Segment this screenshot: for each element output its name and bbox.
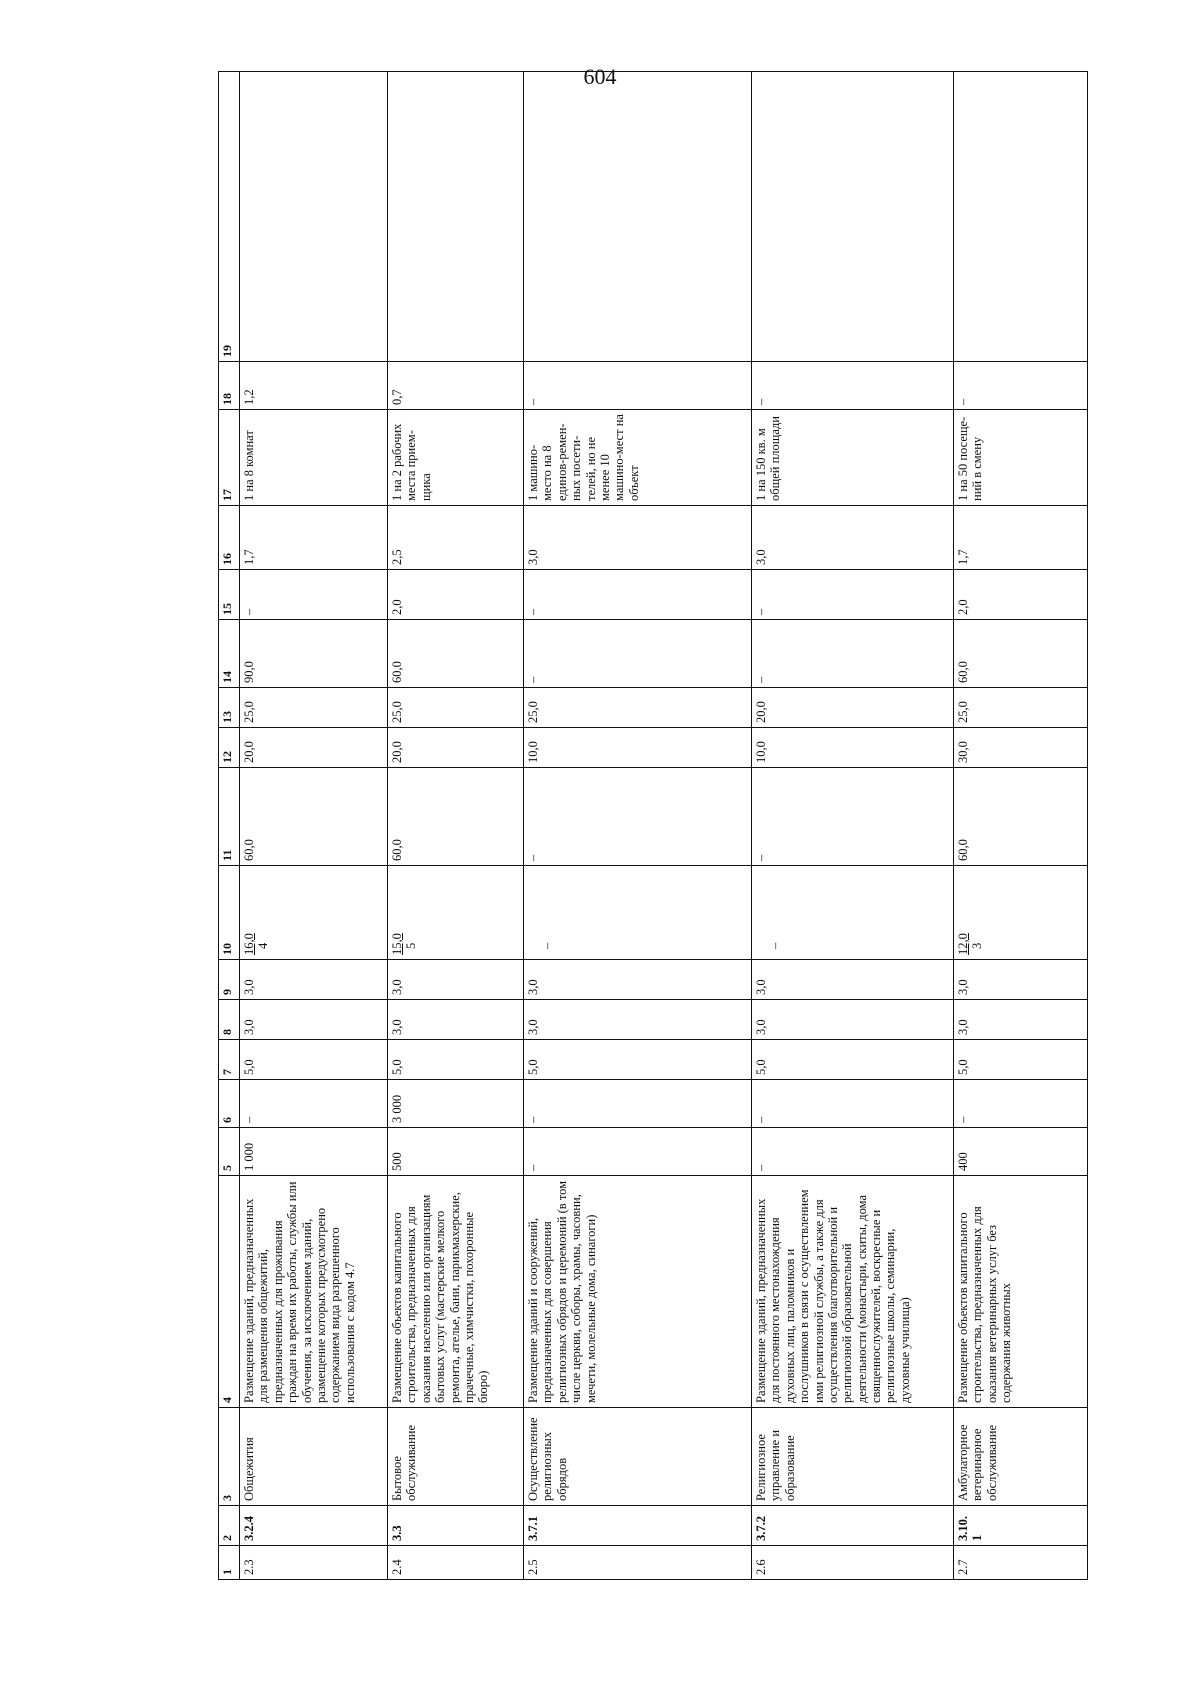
cell-c9: 3,0 <box>954 960 1088 1000</box>
cell-c2: 3.3 <box>388 1506 524 1546</box>
fraction-denominator: 4 <box>256 942 271 949</box>
cell-c10 <box>752 866 954 960</box>
cell-c5: – <box>752 1128 954 1176</box>
column-header-2: 2 <box>219 1506 240 1546</box>
cell-c15: – <box>524 570 752 620</box>
cell-c16: 1,7 <box>240 506 388 570</box>
rotated-table-container <box>218 132 1088 1580</box>
cell-c3: Осуществление религиозных обрядов <box>524 1408 752 1506</box>
cell-c17: 1 на 50 посеще-ний в смену <box>954 410 1088 506</box>
column-header-16: 16 <box>219 506 240 570</box>
column-header-5: 5 <box>219 1128 240 1176</box>
column-header-19: 19 <box>219 72 240 362</box>
table-row <box>524 72 752 1580</box>
cell-c19 <box>752 72 954 362</box>
cell-c11: – <box>524 768 752 866</box>
cell-c15: 2,0 <box>388 570 524 620</box>
cell-c9: 3,0 <box>388 960 524 1000</box>
cell-c5: 400 <box>954 1128 1088 1176</box>
cell-c3: Общежития <box>240 1408 388 1506</box>
cell-c4: Размещение зданий и сооружений, предназначенных для совершения религиозных обрядов и церемоний (в том числе церкви, соборы, храмы, часовни, мечети, молельные дома, синагоги) <box>524 1176 752 1408</box>
fraction-denominator: 3 <box>970 942 985 949</box>
cell-c10 <box>388 866 524 960</box>
cell-c18: – <box>752 362 954 410</box>
cell-c6: – <box>240 1080 388 1128</box>
column-header-4: 4 <box>219 1176 240 1408</box>
cell-c17: 1 машино-место на 8 единов-ремен-ных посети-телей, но не менее 10 машино-мест на объект <box>524 410 752 506</box>
cell-c7: 5,0 <box>752 1040 954 1080</box>
column-header-3: 3 <box>219 1408 240 1506</box>
cell-c2: 3.2.4 <box>240 1506 388 1546</box>
cell-c9: 3,0 <box>240 960 388 1000</box>
cell-c15: – <box>752 570 954 620</box>
cell-c13: 25,0 <box>954 688 1088 728</box>
column-header-12: 12 <box>219 728 240 768</box>
column-header-11: 11 <box>219 768 240 866</box>
cell-c16: 3,0 <box>752 506 954 570</box>
cell-c1: 2.3 <box>240 1546 388 1580</box>
cell-c3: Бытовое обслуживание <box>388 1408 524 1506</box>
cell-c13: 25,0 <box>524 688 752 728</box>
cell-c3: Религиозное управление и образование <box>752 1408 954 1506</box>
column-header-10: 10 <box>219 866 240 960</box>
cell-c9: 3,0 <box>752 960 954 1000</box>
cell-c7: 5,0 <box>954 1040 1088 1080</box>
column-header-1: 1 <box>219 1546 240 1580</box>
cell-c11: – <box>752 768 954 866</box>
table-row <box>388 72 524 1580</box>
column-header-7: 7 <box>219 1040 240 1080</box>
page-number: 604 <box>583 64 617 89</box>
cell-c6: – <box>752 1080 954 1128</box>
cell-c16: 1,7 <box>954 506 1088 570</box>
cell-c11: 60,0 <box>388 768 524 866</box>
table-row <box>752 72 954 1580</box>
fraction-numerator: 16,0 <box>242 933 256 955</box>
cell-c12: 10,0 <box>752 728 954 768</box>
cell-c5: – <box>524 1128 752 1176</box>
column-header-18: 18 <box>219 362 240 410</box>
cell-c11: 60,0 <box>240 768 388 866</box>
cell-c1: 2.6 <box>752 1546 954 1580</box>
cell-c19 <box>524 72 752 362</box>
cell-c12: 20,0 <box>388 728 524 768</box>
cell-c2: 3.7.1 <box>524 1506 752 1546</box>
cell-c4: Размещение зданий, предназначенных для размещения общежитий, предназначенных для проживания граждан на время их работы, службы или обучения, за исключением зданий, размещение которых предусмотрено содержанием вида разрешенного использования с кодом 4.7 <box>240 1176 388 1408</box>
cell-c5: 1 000 <box>240 1128 388 1176</box>
cell-c16: 2,5 <box>388 506 524 570</box>
cell-c15: 2,0 <box>954 570 1088 620</box>
cell-c10 <box>524 866 752 960</box>
cell-c6: – <box>524 1080 752 1128</box>
cell-c14: – <box>752 620 954 688</box>
column-header-6: 6 <box>219 1080 240 1128</box>
cell-c17: 1 на 2 рабочих места прием-щика <box>388 410 524 506</box>
fraction-numerator: 15,0 <box>390 933 404 955</box>
cell-c9: 3,0 <box>524 960 752 1000</box>
fraction-numerator: 12,0 <box>956 933 970 955</box>
cell-c13: 25,0 <box>388 688 524 728</box>
cell-c6: 3 000 <box>388 1080 524 1128</box>
fraction-denominator: – <box>540 942 555 949</box>
column-header-14: 14 <box>219 620 240 688</box>
cell-c1: 2.7 <box>954 1546 1088 1580</box>
fraction-denominator: – <box>768 942 783 949</box>
cell-c10 <box>240 866 388 960</box>
column-header-17: 17 <box>219 410 240 506</box>
cell-c19 <box>954 72 1088 362</box>
cell-c19 <box>388 72 524 362</box>
cell-c14: 90,0 <box>240 620 388 688</box>
cell-c10 <box>954 866 1088 960</box>
regulations-table <box>218 71 1088 1580</box>
cell-c17: 1 на 8 комнат <box>240 410 388 506</box>
cell-c7: 5,0 <box>388 1040 524 1080</box>
cell-c7: 5,0 <box>240 1040 388 1080</box>
cell-c13: 25,0 <box>240 688 388 728</box>
table-row <box>240 72 388 1580</box>
cell-c15: – <box>240 570 388 620</box>
cell-c18: – <box>524 362 752 410</box>
cell-c12: 30,0 <box>954 728 1088 768</box>
column-header-9: 9 <box>219 960 240 1000</box>
cell-c11: 60,0 <box>954 768 1088 866</box>
cell-c17: 1 на 150 кв. м общей площади <box>752 410 954 506</box>
cell-c19 <box>240 72 388 362</box>
cell-c8: 3,0 <box>240 1000 388 1040</box>
cell-c18: 1,2 <box>240 362 388 410</box>
column-header-13: 13 <box>219 688 240 728</box>
cell-c1: 2.4 <box>388 1546 524 1580</box>
cell-c4: Размещение зданий, предназначенных для постоянного местонахождения духовных лиц, паломников и послушников в связи с осуществлением ими религиозной службы, а также для осуществления благотворительной и религиозной образовательной деятельности (монастыри, скиты, дома священнослужителей, воскресные и религиозные школы, семинарии, духовные училища) <box>752 1176 954 1408</box>
cell-c12: 20,0 <box>240 728 388 768</box>
cell-c8: 3,0 <box>388 1000 524 1040</box>
cell-c5: 500 <box>388 1128 524 1176</box>
cell-c4: Размещение объектов капитального строительства, предназначенных для оказания населению или организациям бытовых услуг (мастерские мелкого ремонта, ателье, бани, парикмахерские, прачечные, химчистки, похоронные бюро) <box>388 1176 524 1408</box>
header-row <box>219 72 240 1580</box>
cell-c13: 20,0 <box>752 688 954 728</box>
cell-c1: 2.5 <box>524 1546 752 1580</box>
cell-c18: – <box>954 362 1088 410</box>
column-header-8: 8 <box>219 1000 240 1040</box>
cell-c14: – <box>524 620 752 688</box>
cell-c7: 5,0 <box>524 1040 752 1080</box>
cell-c2: 3.10.1 <box>954 1506 1088 1546</box>
cell-c16: 3,0 <box>524 506 752 570</box>
cell-c3: Амбулаторное ветеринарное обслуживание <box>954 1408 1088 1506</box>
cell-c14: 60,0 <box>388 620 524 688</box>
cell-c4: Размещение объектов капитального строительства, предназначенных для оказания ветеринарных услуг без содержания животных <box>954 1176 1088 1408</box>
cell-c8: 3,0 <box>524 1000 752 1040</box>
cell-c2: 3.7.2 <box>752 1506 954 1546</box>
cell-c12: 10,0 <box>524 728 752 768</box>
cell-c18: 0,7 <box>388 362 524 410</box>
table-row <box>954 72 1088 1580</box>
cell-c14: 60,0 <box>954 620 1088 688</box>
column-header-15: 15 <box>219 570 240 620</box>
cell-c6: – <box>954 1080 1088 1128</box>
cell-c8: 3,0 <box>752 1000 954 1040</box>
fraction-denominator: 5 <box>404 942 419 949</box>
cell-c8: 3,0 <box>954 1000 1088 1040</box>
rotated-table <box>218 132 1088 1580</box>
